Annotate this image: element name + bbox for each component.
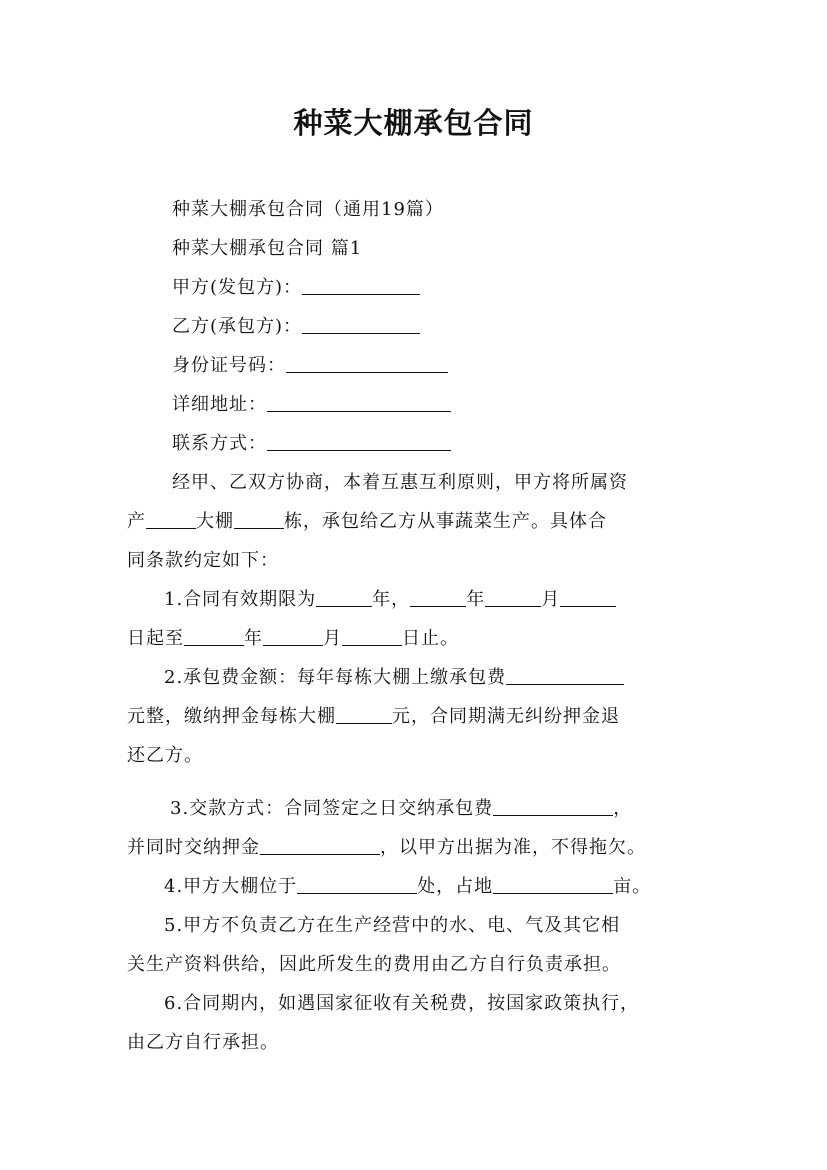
contract-body bbox=[127, 190, 717, 1062]
clause-1-text-b: 年， bbox=[372, 589, 411, 610]
document-title: 种菜大棚承包合同 bbox=[293, 106, 534, 140]
clause-2-text-b: 元整，缴纳押金每栋大棚 bbox=[127, 706, 336, 727]
clause-1-text-c: 年 bbox=[466, 589, 486, 610]
clause-6-line-2: 由乙方自行承担。 bbox=[127, 1032, 279, 1053]
id-number-label: 身份证号码： bbox=[172, 355, 286, 376]
area-blank bbox=[493, 873, 613, 894]
clause-1-text-a: 1.合同有效期限为 bbox=[164, 589, 317, 610]
end-year-blank bbox=[184, 625, 244, 646]
address-line bbox=[127, 385, 717, 424]
clause-5-line-1: 5.甲方不负责乙方在生产经营中的水、电、气及其它相 bbox=[164, 915, 621, 936]
location-blank bbox=[297, 873, 417, 894]
contact-line bbox=[127, 424, 717, 463]
clause-2-line-2 bbox=[127, 697, 717, 736]
end-day-blank bbox=[342, 625, 402, 646]
party-b-label: 乙方(承包方)： bbox=[172, 316, 303, 337]
term-years-blank bbox=[316, 586, 372, 607]
clause-1-line-1 bbox=[127, 580, 717, 619]
article-heading: 种菜大棚承包合同 篇1 bbox=[172, 238, 363, 259]
clause-1-text-h: 日止。 bbox=[402, 628, 459, 649]
clause-1-text-d: 月 bbox=[541, 589, 561, 610]
end-month-blank bbox=[263, 625, 323, 646]
clause-3-line-1 bbox=[127, 789, 717, 828]
deposit-blank bbox=[336, 703, 392, 724]
id-number-line bbox=[127, 346, 717, 385]
annual-fee-blank bbox=[506, 664, 624, 685]
payment-deposit-blank bbox=[260, 834, 380, 855]
greenhouse-count-blank bbox=[234, 508, 284, 529]
address-label: 详细地址： bbox=[172, 394, 267, 415]
clause-4-text-c: 亩。 bbox=[613, 876, 652, 897]
property-blank bbox=[146, 508, 196, 529]
contact-blank bbox=[267, 430, 451, 451]
intro-line-1: 经甲、乙双方协商，本着互惠互利原则，甲方将所属资 bbox=[172, 472, 628, 493]
clause-3-text-b: ， bbox=[613, 798, 633, 819]
id-number-blank bbox=[286, 352, 448, 373]
clause-3-text-c: 并同时交纳押金 bbox=[127, 837, 260, 858]
clause-3-text-d: ，以甲方出据为准，不得拖欠。 bbox=[380, 837, 646, 858]
clause-1-text-f: 年 bbox=[244, 628, 263, 649]
clause-1-text-g: 月 bbox=[323, 628, 342, 649]
contact-label: 联系方式： bbox=[172, 433, 267, 454]
start-month-blank bbox=[485, 586, 541, 607]
intro-text-b: 大棚 bbox=[196, 511, 234, 532]
clause-2-text-c: 元，合同期满无纠纷押金退 bbox=[392, 706, 620, 727]
party-a-blank bbox=[302, 274, 420, 295]
intro-text-c: 栋，承包给乙方从事蔬菜生产。具体合 bbox=[284, 511, 607, 532]
party-a-line bbox=[127, 268, 717, 307]
clause-2-line-1 bbox=[127, 658, 717, 697]
party-b-line bbox=[127, 307, 717, 346]
clause-6-line-1: 6.合同期内，如遇国家征收有关税费，按国家政策执行， bbox=[164, 993, 640, 1014]
clause-5-line-2: 关生产资料供给，因此所发生的费用由乙方自行负责承担。 bbox=[127, 954, 621, 975]
intro-line-2 bbox=[127, 502, 717, 541]
party-b-blank bbox=[302, 313, 420, 334]
clause-2-text-a: 2.承包费金额：每年每栋大棚上缴承包费 bbox=[164, 667, 507, 688]
payment-fee-blank bbox=[493, 795, 613, 816]
clause-3-line-2 bbox=[127, 828, 717, 867]
start-day-blank bbox=[560, 586, 616, 607]
clause-4-text-b: 处，占地 bbox=[417, 876, 494, 897]
party-a-label: 甲方(发包方)： bbox=[172, 277, 303, 298]
clause-4-line bbox=[127, 867, 717, 906]
clause-3-text-a: 3.交款方式：合同签定之日交纳承包费 bbox=[170, 798, 494, 819]
clause-1-line-2 bbox=[127, 619, 717, 658]
intro-text-a: 产 bbox=[127, 511, 146, 532]
subtitle-line: 种菜大棚承包合同（通用19篇） bbox=[172, 199, 444, 220]
clause-1-text-e: 日起至 bbox=[127, 628, 184, 649]
address-blank bbox=[267, 391, 451, 412]
clause-4-text-a: 4.甲方大棚位于 bbox=[164, 876, 298, 897]
intro-line-3: 同条款约定如下： bbox=[127, 550, 279, 571]
clause-2-line-3: 还乙方。 bbox=[127, 745, 203, 766]
start-year-blank bbox=[410, 586, 466, 607]
paragraph-gap bbox=[127, 775, 717, 789]
